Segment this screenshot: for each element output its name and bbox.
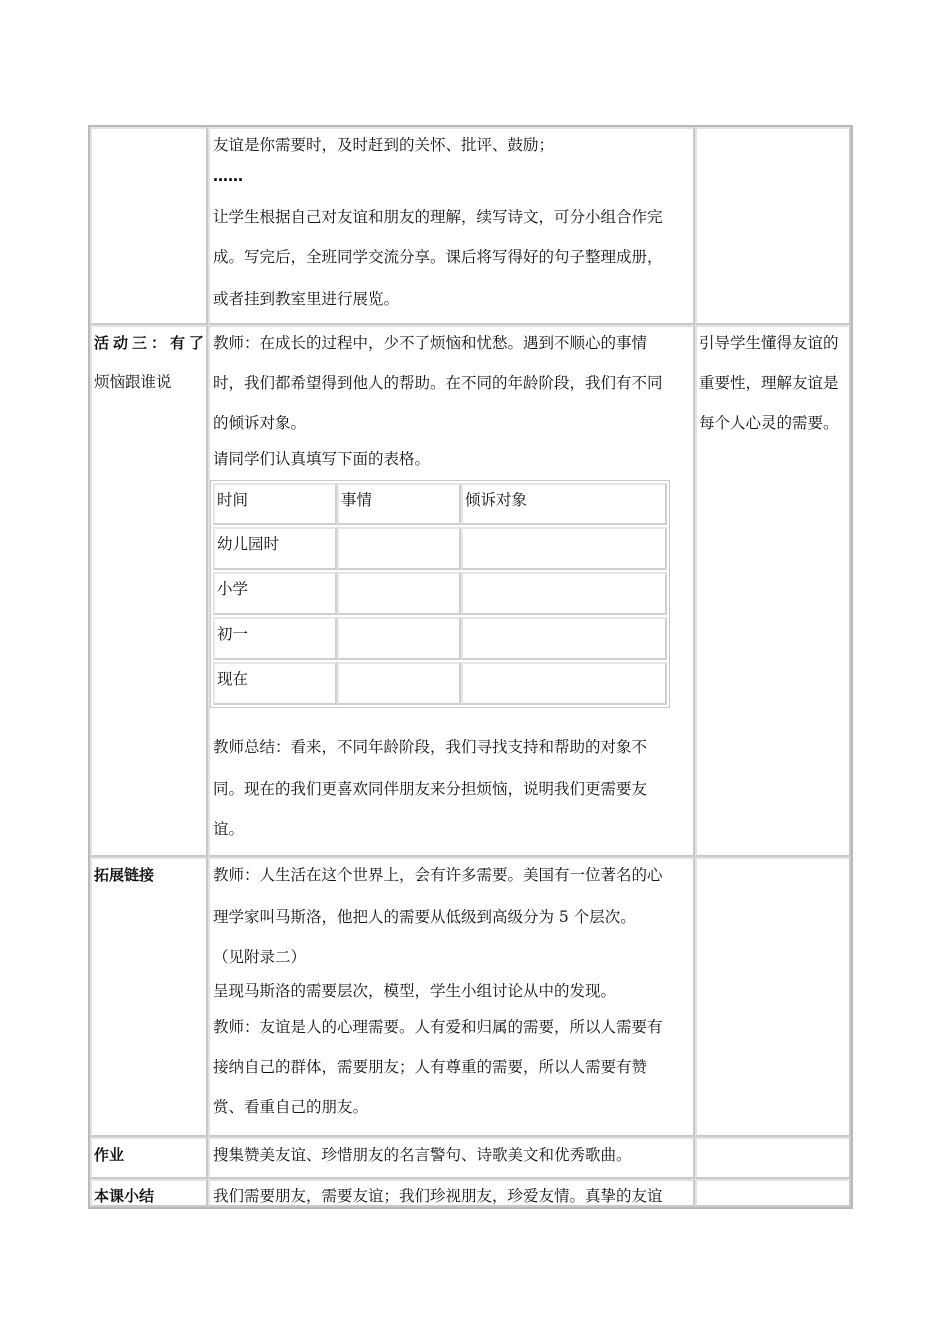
content-cell — [208, 1137, 695, 1179]
text-line: 时，我们都希望得到他人的帮助。在不同的年龄阶段，我们有不同 — [213, 374, 663, 392]
stage-label — [94, 332, 204, 353]
table-cell: 现在 — [213, 662, 337, 705]
text-line: 或者挂到教室里进行展览。 — [213, 290, 400, 308]
text-line: 友谊是你需要时，及时赶到的关怀、批评、鼓励； — [213, 136, 555, 154]
text-line: 搜集赞美友谊、珍惜朋友的名言警句、诗歌美文和优秀歌曲。 — [213, 1146, 632, 1164]
text-line: 教师总结：看来，不同年龄阶段，我们寻找支持和帮助的对象不 — [213, 738, 648, 756]
intent-cell — [695, 857, 851, 1137]
table-row — [90, 1179, 851, 1207]
table-cell — [337, 617, 461, 660]
table-cell: 初一 — [213, 617, 337, 660]
stage-cell — [90, 325, 208, 857]
table-cell — [461, 662, 667, 705]
text-line: …… — [213, 167, 243, 185]
content-cell — [208, 857, 695, 1137]
text-line: 让学生根据自己对友谊和朋友的理解，续写诗文，可分小组合作完 — [213, 208, 663, 226]
table-cell: 小学 — [213, 572, 337, 615]
text-line: 呈现马斯洛的需要层次，模型，学生小组讨论从中的发现。 — [213, 982, 617, 1000]
text-line: （见附录二） — [213, 948, 307, 966]
table-cell — [461, 572, 667, 615]
stage-label-char: 有 — [169, 334, 185, 352]
stage-cell — [90, 1179, 208, 1207]
text-line: 我们需要朋友，需要友谊；我们珍视朋友，珍爱友情。真挚的友谊 — [213, 1187, 663, 1205]
stage-label-char: 三 — [131, 334, 147, 352]
table-cell — [461, 617, 667, 660]
intent-cell — [695, 325, 851, 857]
table-row — [90, 325, 851, 857]
table-row — [90, 1137, 851, 1179]
text-line: 引导学生懂得友谊的 — [699, 334, 839, 352]
text-line: 成。写完后，全班同学交流分享。课后将写得好的句子整理成册， — [213, 248, 663, 266]
intent-cell — [695, 1137, 851, 1179]
table-header-cell: 倾诉对象 — [461, 483, 667, 525]
stage-label: 烦恼跟谁说 — [94, 373, 172, 391]
table-row — [90, 127, 851, 325]
table-row — [90, 857, 851, 1137]
stage-label-char: 活 — [94, 334, 110, 352]
stage-label-char: 了 — [188, 334, 204, 352]
text-line: 接纳自己的群体，需要朋友；人有尊重的需要，所以人需要有赞 — [213, 1058, 648, 1076]
table-cell — [461, 527, 667, 570]
text-line: 重要性，理解友谊是 — [699, 374, 839, 392]
content-cell — [208, 325, 695, 857]
table-cell — [337, 572, 461, 615]
stage-cell — [90, 857, 208, 1137]
stage-label: 本课小结 — [94, 1187, 155, 1205]
text-line: 每个人心灵的需要。 — [699, 414, 839, 432]
stage-label: 作业 — [94, 1146, 125, 1164]
text-line: 谊。 — [213, 820, 245, 838]
text-line: 同。现在的我们更喜欢同伴朋友来分担烦恼，说明我们更需要友 — [213, 780, 648, 798]
content-cell — [208, 127, 695, 325]
stage-cell — [90, 127, 208, 325]
text-line: 教师：在成长的过程中，少不了烦恼和忧愁。遇到不顺心的事情 — [213, 334, 648, 352]
text-line: 教师：人生活在这个世界上，会有许多需要。美国有一位著名的心 — [213, 866, 663, 884]
lesson-plan-table — [88, 125, 853, 1209]
intent-cell — [695, 1179, 851, 1207]
intent-cell — [695, 127, 851, 325]
confide-table — [210, 480, 670, 708]
text-line: 教师：友谊是人的心理需要。人有爱和归属的需要，所以人需要有 — [213, 1018, 663, 1036]
table-header-cell: 事情 — [337, 483, 461, 525]
table-cell: 幼儿园时 — [213, 527, 337, 570]
stage-cell — [90, 1137, 208, 1179]
stage-label: 拓展链接 — [94, 866, 155, 884]
content-cell — [208, 1179, 695, 1207]
table-cell — [337, 527, 461, 570]
table-cell — [337, 662, 461, 705]
text-line: 赏、看重自己的朋友。 — [213, 1098, 369, 1116]
text-line: 的倾诉对象。 — [213, 414, 307, 432]
table-header-cell: 时间 — [213, 483, 337, 525]
text-line: 请同学们认真填写下面的表格。 — [213, 450, 431, 468]
stage-label-char: ： — [150, 334, 166, 352]
text-line: 理学家叫马斯洛，他把人的需要从低级到高级分为 5 个层次。 — [213, 908, 636, 926]
stage-label-char: 动 — [112, 334, 128, 352]
